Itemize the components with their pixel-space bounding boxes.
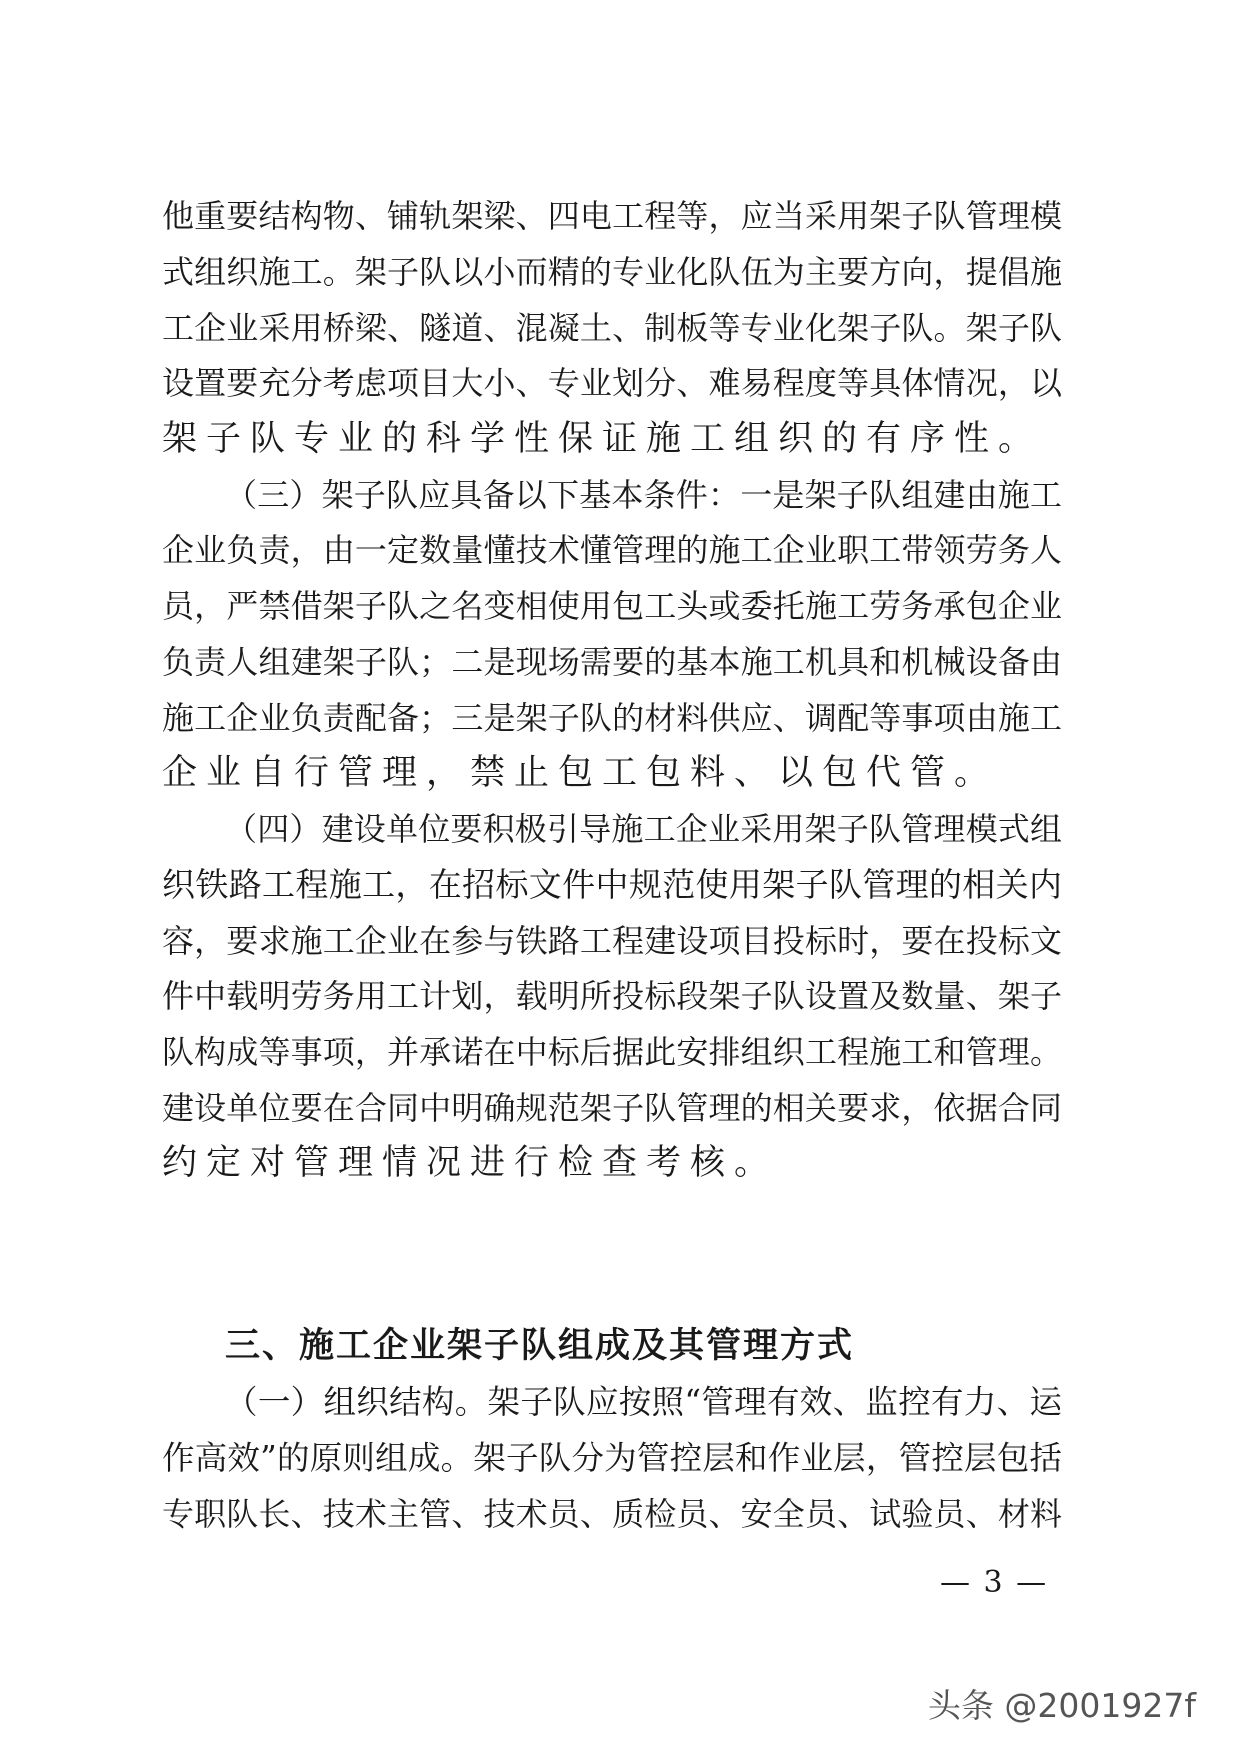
section-heading: 三、施工企业架子队组成及其管理方式 <box>225 1326 855 1366</box>
body-line: 负责人组建架子队；二是现场需要的基本施工机具和机械设备由 <box>162 643 1062 681</box>
body-line: 容，要求施工企业在参与铁路工程建设项目投标时，要在投标文 <box>162 922 1062 960</box>
body-line: 企业负责，由一定数量懂技术懂管理的施工企业职工带领劳务人 <box>162 531 1062 569</box>
paragraph-start-line: （四）建设单位要积极引导施工企业采用架子队管理模式组 <box>225 810 1062 848</box>
body-line: 架子队专业的科学性保证施工组织的有序性。 <box>162 419 1043 459</box>
body-line: 式组织施工。架子队以小而精的专业化队伍为主要方向，提倡施 <box>162 253 1062 291</box>
body-line: 施工企业负责配备；三是架子队的材料供应、调配等事项由施工 <box>162 699 1062 737</box>
body-line: 他重要结构物、铺轨架梁、四电工程等，应当采用架子队管理模 <box>162 197 1062 235</box>
watermark <box>928 1676 1196 1730</box>
page-number: — 3 — <box>940 1565 1049 1600</box>
paragraph-start-line: （三）架子队应具备以下基本条件：一是架子队组建由施工 <box>225 476 1062 514</box>
watermark-text: 头条 @2001927f <box>927 1685 1196 1725</box>
body-line: 员，严禁借架子队之名变相使用包工头或委托施工劳务承包企业 <box>162 587 1062 625</box>
body-line: 建设单位要在合同中明确规范架子队管理的相关要求，依据合同 <box>162 1089 1062 1127</box>
body-line: 企业自行管理，禁止包工包料、以包代管。 <box>162 753 999 793</box>
body-line: 设置要充分考虑项目大小、专业划分、难易程度等具体情况，以 <box>162 364 1062 402</box>
body-line: 织铁路工程施工，在招标文件中规范使用架子队管理的相关内 <box>162 865 1062 904</box>
body-line: 作高效”的原则组成。架子队分为管控层和作业层，管控层包括 <box>162 1439 1062 1477</box>
body-line: 约定对管理情况进行检查考核。 <box>162 1143 779 1183</box>
body-line: 专职队长、技术主管、技术员、质检员、安全员、试验员、材料 <box>162 1495 1062 1533</box>
body-line: 工企业采用桥梁、隧道、混凝土、制板等专业化架子队。架子队 <box>162 309 1062 347</box>
body-line: 件中载明劳务用工计划，载明所投标段架子队设置及数量、架子 <box>162 977 1062 1015</box>
body-line: 队构成等事项，并承诺在中标后据此安排组织工程施工和管理。 <box>162 1033 1062 1071</box>
paragraph-start-line: （一）组织结构。架子队应按照“管理有效、监控有力、运 <box>225 1383 1062 1421</box>
